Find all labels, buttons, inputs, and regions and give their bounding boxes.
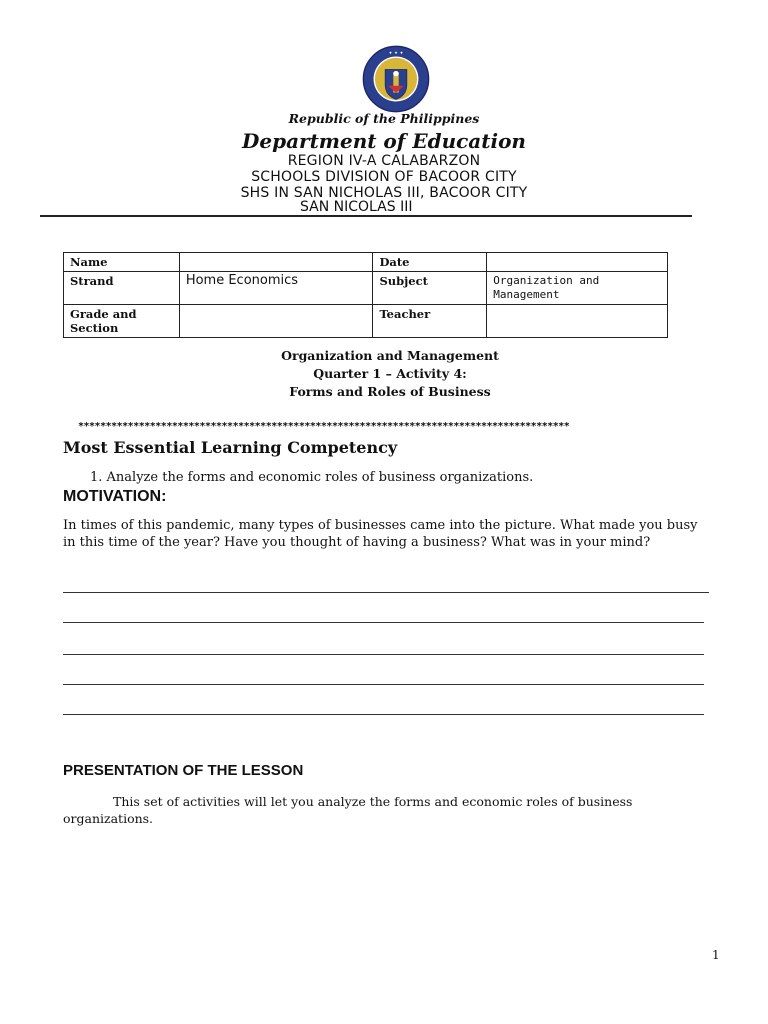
region-line: REGION IV-A CALABARZON [287,153,481,169]
presentation-heading: PRESENTATION OF THE LESSON [63,762,304,779]
student-info-table [63,252,668,338]
division-line: SCHOOLS DIVISION OF BACOOR CITY [251,169,517,185]
page-number: 1 [712,948,720,962]
answer-line[interactable] [63,684,704,685]
strand-label: Strand [64,272,180,305]
activity-title-topic: Forms and Roles of Business [289,384,491,399]
motivation-heading: MOTIVATION: [63,488,167,505]
header-divider [40,215,692,217]
name-field[interactable] [179,253,373,272]
strand-value: Home Economics [179,272,373,305]
answer-line[interactable] [63,622,704,623]
svg-text:✦ ✦ ✦: ✦ ✦ ✦ [388,51,404,57]
answer-line[interactable] [63,592,709,593]
deped-seal-logo [362,45,430,113]
department-heading: Department of Education [242,129,526,153]
activity-title-subject: Organization and Management [281,348,499,363]
teacher-label: Teacher [373,305,487,338]
melc-item: 1. Analyze the forms and economic roles of business organizations. [90,470,534,485]
motivation-prompt: In times of this pandemic, many types of businesses came into the picture. What made you busy in this time of the year? Have you thought of having a business? What was in your mind? [63,518,698,550]
date-field[interactable] [487,253,668,272]
school-line: SHS IN SAN NICHOLAS III, BACOOR CITY [240,185,528,201]
date-label: Date [373,253,487,272]
grade-section-label: Grade and Section [64,305,180,338]
name-label: Name [64,253,180,272]
teacher-field[interactable] [487,305,668,338]
presentation-text: This set of activities will let you analyze the forms and economic roles of business organizations. [63,794,633,826]
republic-heading: Republic of the Philippines [288,111,480,126]
school-line-2: SAN NICOLAS III [300,199,413,215]
answer-line[interactable] [63,714,704,715]
grade-section-field[interactable] [179,305,373,338]
answer-line[interactable] [63,654,704,655]
subject-label: Subject [373,272,487,305]
activity-title-quarter: Quarter 1 – Activity 4: [313,366,467,381]
asterisk-separator: ***************************************************************************************** [78,421,570,432]
melc-heading: Most Essential Learning Competency [63,438,398,457]
subject-value: Organization and Management [487,272,668,305]
